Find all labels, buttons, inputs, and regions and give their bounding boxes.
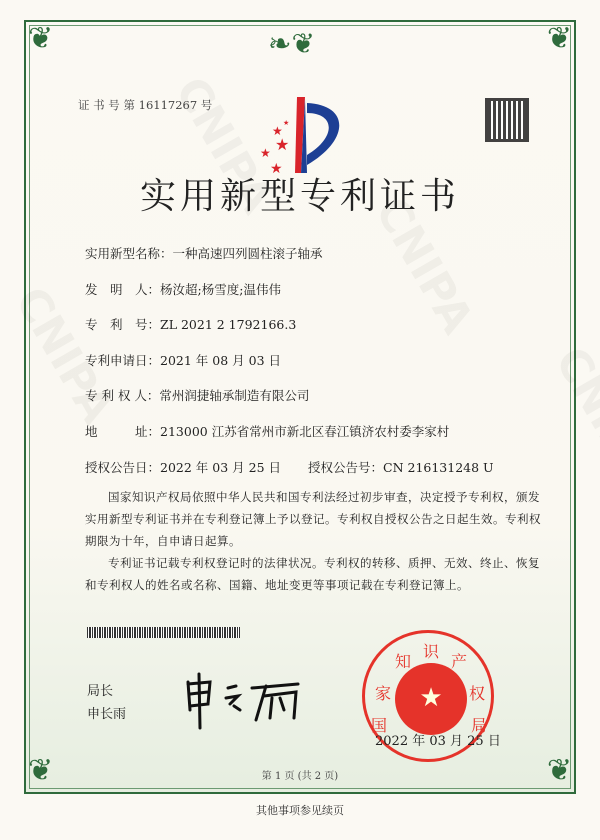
field-label: 发 明 人： xyxy=(85,282,161,297)
field-label: 授权公告号： xyxy=(308,460,384,475)
field-label: 专 利 号： xyxy=(85,317,161,332)
svg-text:★: ★ xyxy=(272,124,283,138)
field-label: 专 利 权 人： xyxy=(85,388,160,403)
inventors: 杨汝超;杨雪度;温伟伟 xyxy=(160,282,281,297)
footer-note: 其他事项参见续页 xyxy=(256,804,344,817)
application-date: 2021 年 08 月 03 日 xyxy=(160,353,282,368)
svg-text:★: ★ xyxy=(270,161,283,175)
director-name: 申长雨 xyxy=(87,707,127,722)
official-seal: ★ 国 家 知 识 产 权 局 xyxy=(362,630,494,762)
grant-paragraph: 国家知识产权局依照中华人民共和国专利法经过初步审查，决定授予专利权，颁发实用新型专利证书并在专利登记簿上予以登记。专利权自授权公告之日起生效。专利权期限为十年，自申请日起算。 xyxy=(85,490,541,548)
legal-status-paragraph: 专利证书记载专利权登记时的法律状况。专利权的转移、质押、无效、终止、恢复和专利权人的姓名或名称、国籍、地址变更等事项记载在专利登记簿上。 xyxy=(85,556,540,592)
address: 213000 江苏省常州市新北区春江镇济农村委李家村 xyxy=(160,424,450,439)
certificate-number: 证 书 号 第 16117267 号 xyxy=(78,98,213,112)
qr-code xyxy=(485,98,529,142)
national-emblem-icon: ★ xyxy=(395,663,467,735)
patent-number: ZL 2021 2 1792166.3 xyxy=(160,317,297,332)
field-label: 授权公告日： xyxy=(85,460,161,475)
corner-ornament-icon: ❦ xyxy=(546,753,572,788)
grant-date: 2022 年 03 月 25 日 xyxy=(160,460,282,475)
page-info: 第 1 页 (共 2 页) xyxy=(261,771,339,782)
barcode xyxy=(87,627,240,638)
field-label: 专利申请日： xyxy=(85,353,161,368)
utility-model-name: 一种高速四列圆柱滚子轴承 xyxy=(172,246,323,261)
grant-publication-number: CN 216131248 U xyxy=(383,460,494,475)
director-signature xyxy=(180,670,310,730)
corner-ornament-icon: ❦ xyxy=(28,21,54,56)
cnipa-logo xyxy=(255,95,355,175)
svg-text:★: ★ xyxy=(275,135,290,154)
svg-text:★: ★ xyxy=(260,146,271,160)
patentee: 常州润捷轴承制造有限公司 xyxy=(159,388,310,403)
director-title: 局长 xyxy=(87,684,114,699)
seal-date: 2022 年 03 月 25 日 xyxy=(375,734,501,749)
svg-text:★: ★ xyxy=(283,119,290,127)
field-label: 实用新型名称： xyxy=(85,246,173,261)
corner-ornament-icon: ❦ xyxy=(28,753,54,788)
field-label: 地 址： xyxy=(85,424,161,439)
corner-ornament-icon: ❦ xyxy=(546,21,572,56)
top-ornament-icon: ❧❦ xyxy=(268,27,315,60)
page-title: 实用新型专利证书 xyxy=(139,176,460,217)
